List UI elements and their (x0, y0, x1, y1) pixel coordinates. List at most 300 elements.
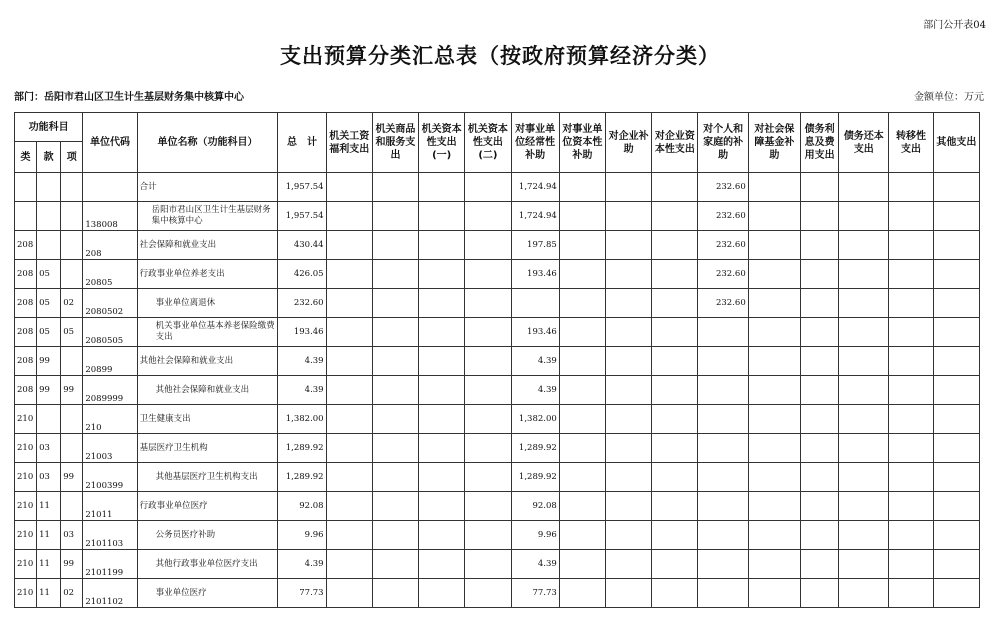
public-institution-subsidy-cell: 1,382.00 (511, 405, 559, 434)
empty-cell (652, 463, 698, 492)
empty-cell (889, 405, 933, 434)
lei-cell: 210 (15, 463, 37, 492)
kuan-cell: 99 (37, 376, 61, 405)
empty-cell (372, 521, 418, 550)
public-institution-subsidy-cell: 4.39 (511, 550, 559, 579)
lei-cell: 210 (15, 405, 37, 434)
empty-cell (801, 231, 839, 260)
empty-cell (748, 492, 800, 521)
empty-cell (933, 289, 979, 318)
empty-cell (465, 376, 511, 405)
unit-code-header: 单位代码 (83, 113, 137, 173)
xiang-cell: 02 (61, 289, 83, 318)
xiang-cell (61, 202, 83, 231)
empty-cell (606, 579, 652, 608)
unit-code-cell (83, 173, 137, 202)
public-institution-subsidy-cell (511, 289, 559, 318)
total-cell: 193.46 (278, 318, 326, 347)
empty-cell (326, 231, 372, 260)
empty-cell (606, 289, 652, 318)
empty-cell (465, 347, 511, 376)
empty-cell (419, 173, 465, 202)
public-institution-subsidy-cell: 1,724.94 (511, 173, 559, 202)
total-cell: 1,957.54 (278, 202, 326, 231)
kuan-cell: 11 (37, 550, 61, 579)
empty-cell (419, 579, 465, 608)
empty-cell (465, 289, 511, 318)
empty-cell (933, 405, 979, 434)
table-row (15, 231, 980, 260)
empty-cell (748, 173, 800, 202)
public-institution-subsidy-cell: 1,289.92 (511, 434, 559, 463)
empty-cell (652, 347, 698, 376)
empty-cell (801, 202, 839, 231)
empty-cell (839, 231, 889, 260)
empty-cell (889, 202, 933, 231)
empty-cell (465, 231, 511, 260)
empty-cell (372, 173, 418, 202)
unit-code-cell: 138008 (83, 202, 137, 231)
empty-cell (748, 550, 800, 579)
empty-cell (606, 173, 652, 202)
empty-cell (372, 260, 418, 289)
personal-household-subsidy-cell (698, 434, 748, 463)
total-cell: 1,289.92 (278, 434, 326, 463)
empty-cell (801, 405, 839, 434)
unit-code-cell: 210 (83, 405, 137, 434)
empty-cell (465, 521, 511, 550)
kuan-cell (37, 173, 61, 202)
empty-cell (372, 289, 418, 318)
empty-cell (933, 318, 979, 347)
empty-cell (465, 550, 511, 579)
empty-cell (652, 260, 698, 289)
total-cell: 1,382.00 (278, 405, 326, 434)
public-institution-subsidy-cell: 9.96 (511, 521, 559, 550)
page-title: 支出预算分类汇总表（按政府预算经济分类） (280, 44, 720, 68)
empty-cell (933, 231, 979, 260)
empty-cell (933, 202, 979, 231)
empty-cell (748, 463, 800, 492)
empty-cell (839, 463, 889, 492)
lei-cell: 210 (15, 492, 37, 521)
empty-cell (559, 434, 605, 463)
table-row (15, 173, 980, 202)
col-header: 转移性支出 (889, 113, 933, 173)
empty-cell (889, 550, 933, 579)
col-header: 债务利息及费用支出 (801, 113, 839, 173)
empty-cell (933, 579, 979, 608)
empty-cell (465, 318, 511, 347)
table-row (15, 318, 980, 347)
empty-cell (419, 405, 465, 434)
total-cell: 232.60 (278, 289, 326, 318)
empty-cell (559, 318, 605, 347)
empty-cell (465, 579, 511, 608)
empty-cell (801, 550, 839, 579)
public-institution-subsidy-cell: 197.85 (511, 231, 559, 260)
empty-cell (419, 376, 465, 405)
unit-name-cell: 合计 (137, 173, 278, 202)
empty-cell (748, 521, 800, 550)
col-header: 对个人和家庭的补助 (698, 113, 748, 173)
func-subject-header: 功能科目 (15, 113, 83, 142)
empty-cell (326, 550, 372, 579)
empty-cell (606, 347, 652, 376)
unit-name-cell: 基层医疗卫生机构 (137, 434, 278, 463)
lei-cell: 210 (15, 579, 37, 608)
lei-cell: 210 (15, 550, 37, 579)
empty-cell (652, 173, 698, 202)
budget-table (14, 112, 980, 608)
empty-cell (326, 202, 372, 231)
unit-code-cell: 21003 (83, 434, 137, 463)
empty-cell (419, 521, 465, 550)
col-header: 债务还本支出 (839, 113, 889, 173)
lei-cell (15, 202, 37, 231)
xiang-cell (61, 434, 83, 463)
unit-code-cell: 2101199 (83, 550, 137, 579)
empty-cell (419, 202, 465, 231)
empty-cell (801, 579, 839, 608)
total-cell: 9.96 (278, 521, 326, 550)
kuan-cell: 11 (37, 521, 61, 550)
empty-cell (606, 231, 652, 260)
xiang-cell: 99 (61, 463, 83, 492)
public-institution-subsidy-cell: 77.73 (511, 579, 559, 608)
lei-cell: 208 (15, 289, 37, 318)
empty-cell (326, 434, 372, 463)
empty-cell (839, 521, 889, 550)
lei-cell: 208 (15, 260, 37, 289)
unit-code-cell: 2089999 (83, 376, 137, 405)
unit-name-cell: 机关事业单位基本养老保险缴费支出 (137, 318, 278, 347)
kuan-cell: 03 (37, 463, 61, 492)
empty-cell (889, 492, 933, 521)
total-cell: 426.05 (278, 260, 326, 289)
public-institution-subsidy-cell: 1,724.94 (511, 202, 559, 231)
empty-cell (889, 260, 933, 289)
empty-cell (933, 260, 979, 289)
table-row (15, 260, 980, 289)
col-header: 其他支出 (933, 113, 979, 173)
total-cell: 4.39 (278, 550, 326, 579)
personal-household-subsidy-cell (698, 376, 748, 405)
personal-household-subsidy-cell: 232.60 (698, 173, 748, 202)
xiang-cell: 03 (61, 521, 83, 550)
col-header: 机关工资福利支出 (326, 113, 372, 173)
unit-name-cell: 岳阳市君山区卫生计生基层财务集中核算中心 (137, 202, 278, 231)
empty-cell (606, 492, 652, 521)
empty-cell (606, 260, 652, 289)
empty-cell (326, 521, 372, 550)
unit-name-cell: 其他社会保障和就业支出 (137, 376, 278, 405)
empty-cell (839, 492, 889, 521)
empty-cell (889, 521, 933, 550)
unit-name-cell: 其他行政事业单位医疗支出 (137, 550, 278, 579)
empty-cell (372, 550, 418, 579)
empty-cell (801, 347, 839, 376)
col-header: 机关资本性支出(一) (419, 113, 465, 173)
empty-cell (652, 579, 698, 608)
department-label: 部门：岳阳市君山区卫生计生基层财务集中核算中心 (14, 92, 244, 103)
empty-cell (606, 463, 652, 492)
empty-cell (801, 260, 839, 289)
empty-cell (748, 405, 800, 434)
empty-cell (606, 318, 652, 347)
empty-cell (606, 376, 652, 405)
empty-cell (559, 231, 605, 260)
empty-cell (652, 289, 698, 318)
empty-cell (326, 405, 372, 434)
unit-name-header: 单位名称（功能科目） (137, 113, 278, 173)
unit-code-cell: 2101103 (83, 521, 137, 550)
empty-cell (419, 289, 465, 318)
personal-household-subsidy-cell: 232.60 (698, 260, 748, 289)
personal-household-subsidy-cell (698, 463, 748, 492)
col-header: 机关资本性支出(二) (465, 113, 511, 173)
empty-cell (748, 260, 800, 289)
empty-cell (839, 202, 889, 231)
xiang-cell (61, 231, 83, 260)
empty-cell (801, 434, 839, 463)
unit-name-cell: 公务员医疗补助 (137, 521, 278, 550)
empty-cell (748, 318, 800, 347)
empty-cell (889, 579, 933, 608)
empty-cell (839, 173, 889, 202)
empty-cell (839, 347, 889, 376)
empty-cell (933, 347, 979, 376)
empty-cell (372, 202, 418, 231)
kuan-cell: 05 (37, 318, 61, 347)
empty-cell (465, 434, 511, 463)
personal-household-subsidy-cell (698, 492, 748, 521)
table-row (15, 347, 980, 376)
empty-cell (465, 260, 511, 289)
xiang-cell (61, 173, 83, 202)
empty-cell (748, 202, 800, 231)
kuan-cell: 11 (37, 492, 61, 521)
xiang-cell: 99 (61, 550, 83, 579)
unit-code-cell: 20899 (83, 347, 137, 376)
personal-household-subsidy-cell: 232.60 (698, 231, 748, 260)
unit-code-cell: 20805 (83, 260, 137, 289)
empty-cell (372, 318, 418, 347)
empty-cell (933, 173, 979, 202)
empty-cell (933, 376, 979, 405)
lei-header: 类 (15, 142, 37, 173)
empty-cell (372, 231, 418, 260)
personal-household-subsidy-cell (698, 347, 748, 376)
unit-name-cell: 其他基层医疗卫生机构支出 (137, 463, 278, 492)
xiang-cell (61, 260, 83, 289)
table-row (15, 463, 980, 492)
empty-cell (652, 521, 698, 550)
empty-cell (748, 376, 800, 405)
unit-code-cell: 21011 (83, 492, 137, 521)
personal-household-subsidy-cell (698, 579, 748, 608)
empty-cell (372, 579, 418, 608)
empty-cell (801, 463, 839, 492)
empty-cell (933, 550, 979, 579)
empty-cell (326, 260, 372, 289)
empty-cell (326, 463, 372, 492)
unit-name-cell: 卫生健康支出 (137, 405, 278, 434)
personal-household-subsidy-cell (698, 318, 748, 347)
empty-cell (933, 463, 979, 492)
empty-cell (326, 376, 372, 405)
unit-name-cell: 行政事业单位医疗 (137, 492, 278, 521)
empty-cell (559, 463, 605, 492)
empty-cell (933, 492, 979, 521)
empty-cell (419, 550, 465, 579)
empty-cell (559, 376, 605, 405)
empty-cell (559, 173, 605, 202)
empty-cell (465, 202, 511, 231)
empty-cell (889, 463, 933, 492)
table-row (15, 376, 980, 405)
total-cell: 1,957.54 (278, 173, 326, 202)
empty-cell (652, 376, 698, 405)
empty-cell (801, 173, 839, 202)
kuan-cell: 05 (37, 289, 61, 318)
empty-cell (559, 260, 605, 289)
kuan-cell (37, 405, 61, 434)
total-cell: 4.39 (278, 347, 326, 376)
kuan-cell: 99 (37, 347, 61, 376)
empty-cell (606, 202, 652, 231)
empty-cell (889, 173, 933, 202)
kuan-cell (37, 202, 61, 231)
empty-cell (801, 492, 839, 521)
lei-cell: 208 (15, 376, 37, 405)
col-header: 对企业补助 (606, 113, 652, 173)
public-institution-subsidy-cell: 4.39 (511, 347, 559, 376)
total-cell: 77.73 (278, 579, 326, 608)
empty-cell (559, 202, 605, 231)
lei-cell (15, 173, 37, 202)
table-row (15, 550, 980, 579)
unit-name-cell: 事业单位离退休 (137, 289, 278, 318)
empty-cell (839, 260, 889, 289)
empty-cell (419, 231, 465, 260)
empty-cell (839, 579, 889, 608)
empty-cell (419, 260, 465, 289)
empty-cell (559, 492, 605, 521)
currency-unit-label: 金额单位：万元 (914, 92, 984, 103)
empty-cell (652, 202, 698, 231)
empty-cell (606, 521, 652, 550)
empty-cell (889, 231, 933, 260)
kuan-cell: 05 (37, 260, 61, 289)
empty-cell (465, 492, 511, 521)
empty-cell (559, 289, 605, 318)
personal-household-subsidy-cell (698, 405, 748, 434)
empty-cell (889, 347, 933, 376)
empty-cell (839, 318, 889, 347)
empty-cell (606, 405, 652, 434)
table-row (15, 434, 980, 463)
empty-cell (326, 289, 372, 318)
personal-household-subsidy-cell: 232.60 (698, 202, 748, 231)
empty-cell (326, 347, 372, 376)
empty-cell (933, 434, 979, 463)
empty-cell (372, 434, 418, 463)
empty-cell (652, 318, 698, 347)
empty-cell (372, 492, 418, 521)
empty-cell (419, 347, 465, 376)
table-number-label: 部门公开表04 (923, 20, 986, 31)
unit-code-cell: 2080502 (83, 289, 137, 318)
empty-cell (748, 579, 800, 608)
table-row (15, 202, 980, 231)
kuan-cell (37, 231, 61, 260)
empty-cell (652, 231, 698, 260)
empty-cell (889, 318, 933, 347)
personal-household-subsidy-cell (698, 550, 748, 579)
empty-cell (933, 521, 979, 550)
unit-name-cell: 事业单位医疗 (137, 579, 278, 608)
xiang-cell (61, 492, 83, 521)
empty-cell (606, 434, 652, 463)
lei-cell: 210 (15, 521, 37, 550)
lei-cell: 208 (15, 231, 37, 260)
xiang-cell: 99 (61, 376, 83, 405)
empty-cell (652, 550, 698, 579)
empty-cell (801, 289, 839, 318)
col-header: 对社会保障基金补助 (748, 113, 800, 173)
col-header: 机关商品和服务支出 (372, 113, 418, 173)
lei-cell: 208 (15, 347, 37, 376)
empty-cell (326, 579, 372, 608)
empty-cell (839, 405, 889, 434)
total-header: 总 计 (278, 113, 326, 173)
empty-cell (748, 347, 800, 376)
empty-cell (839, 550, 889, 579)
total-cell: 92.08 (278, 492, 326, 521)
public-institution-subsidy-cell: 193.46 (511, 318, 559, 347)
empty-cell (419, 318, 465, 347)
empty-cell (748, 289, 800, 318)
unit-code-cell: 2100399 (83, 463, 137, 492)
kuan-header: 款 (37, 142, 61, 173)
table-row (15, 579, 980, 608)
total-cell: 430.44 (278, 231, 326, 260)
personal-household-subsidy-cell (698, 521, 748, 550)
empty-cell (465, 463, 511, 492)
col-header: 对事业单位经常性补助 (511, 113, 559, 173)
xiang-cell (61, 347, 83, 376)
empty-cell (559, 550, 605, 579)
empty-cell (372, 376, 418, 405)
empty-cell (801, 376, 839, 405)
empty-cell (372, 347, 418, 376)
empty-cell (889, 434, 933, 463)
empty-cell (372, 405, 418, 434)
empty-cell (801, 521, 839, 550)
public-institution-subsidy-cell: 1,289.92 (511, 463, 559, 492)
table-row (15, 405, 980, 434)
empty-cell (559, 347, 605, 376)
empty-cell (465, 173, 511, 202)
xiang-cell (61, 405, 83, 434)
col-header: 对事业单位资本性补助 (559, 113, 605, 173)
empty-cell (652, 492, 698, 521)
empty-cell (419, 434, 465, 463)
public-institution-subsidy-cell: 4.39 (511, 376, 559, 405)
empty-cell (839, 289, 889, 318)
table-row (15, 521, 980, 550)
